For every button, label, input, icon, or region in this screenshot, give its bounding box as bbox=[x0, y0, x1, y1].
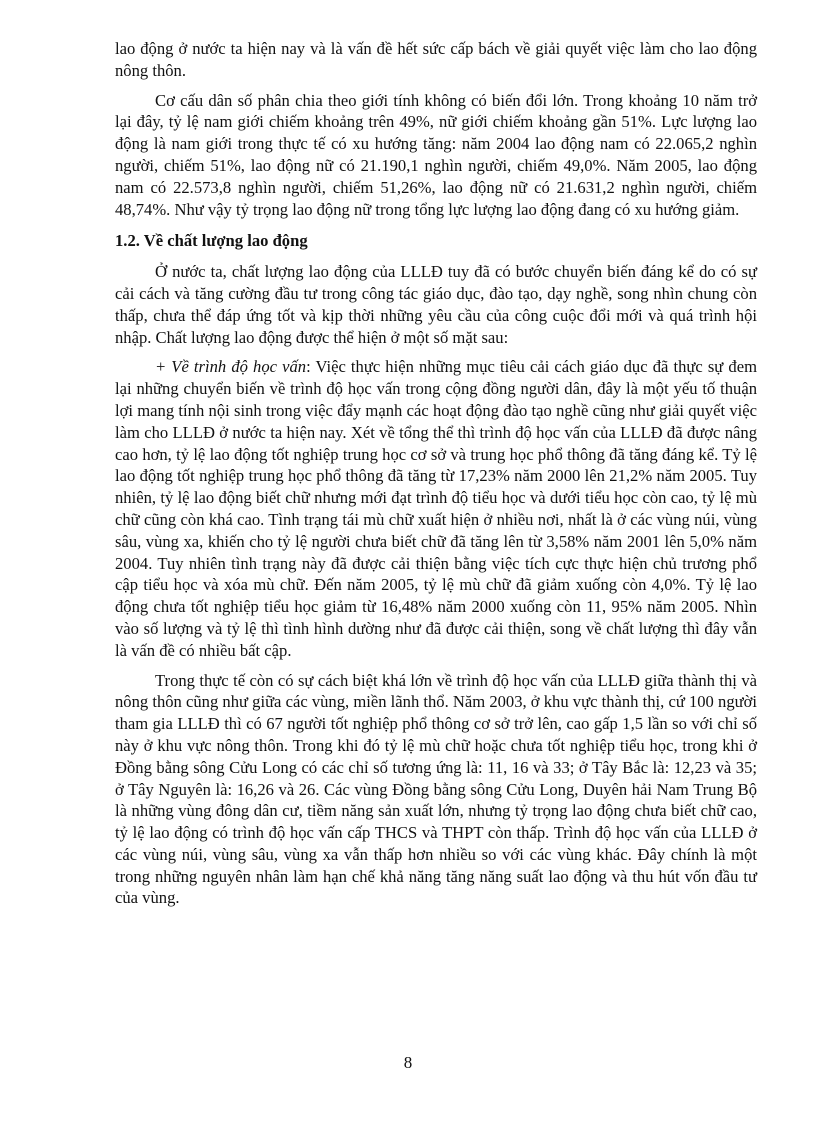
paragraph-labor-quality: Ở nước ta, chất lượng lao động của LLLĐ tuy đã có bước chuyển biến đáng kể do có sự cải cách và tăng cường đầu tư trong công tác giáo dục, đào tạo, dạy nghề, song nhìn chung còn thấp, chưa thể đáp ứng tốt và kịp thời những yêu cầu của công cuộc đổi mới và quá trình hội nhập. Chất lượng lao động được thể hiện ở một số mặt sau: bbox=[115, 262, 757, 347]
paragraph-continued: lao động ở nước ta hiện nay và là vấn đề hết sức cấp bách về giải quyết việc làm cho lao động nông thôn. bbox=[115, 39, 757, 80]
education-level-lead: + Về trình độ học vấn bbox=[155, 357, 307, 377]
paragraph-regional-gap: Trong thực tế còn có sự cách biệt khá lớn về trình độ học vấn của LLLĐ giữa thành thị và nông thôn cũng như giữa các vùng, miền lãnh thổ. Năm 2003, ở khu vực thành thị, cứ 100 người tham gia LLLĐ thì có 67 người tốt nghiệp phổ thông cơ sở trở lên, cao gấp 1,5 lần so với chỉ số này ở khu vực nông thôn. Trong khi đó tỷ lệ mù chữ hoặc chưa tốt nghiệp tiểu học, trong khi ở Đồng bằng sông Cửu Long có các chỉ số tương ứng là: 11, 16 và 33; ở Tây Bắc là: 12,23 và 35; ở Tây Nguyên là: 16,26 và 26. Các vùng Đồng bằng sông Cửu Long, Duyên hải Nam Trung Bộ là những vùng đông dân cư, tiềm năng sản xuất lớn, nhưng tỷ trọng lao động chưa biết chữ cao, tỷ lệ lao động có trình độ học vấn cấp THCS và THPT còn thấp. Trình độ học vấn của LLLĐ ở các vùng núi, vùng sâu, vùng xa vẫn thấp hơn nhiều so với các vùng khác. Đây chính là một trong những nguyên nhân làm hạn chế khả năng tăng năng suất lao động và thu hút vốn đầu tư của vùng. bbox=[115, 670, 757, 908]
paragraph-education-level bbox=[115, 356, 757, 661]
section-heading: 1.2. Về chất lượng lao động bbox=[115, 231, 308, 251]
page-number: 8 bbox=[403, 1053, 413, 1072]
education-level-text: : Việc thực hiện những mục tiêu cải cách giáo dục đã thực sự đem lại những chuyển biến về trình độ học vấn trong cộng đồng người dân, đây là một yếu tố thuận lợi mang tính nội sinh trong việc đẩy mạnh các hoạt động đào tạo nghề cũng như giải quyết việc làm cho LLLĐ ở nước ta hiện nay. Xét về tổng thể thì trình độ học vấn của LLLĐ đã được nâng cao hơn, tỷ lệ lao động tốt nghiệp trung học cơ sở và trung học phổ thông đã tăng đáng kể. Tỷ lệ lao động tốt nghiệp trung học phổ thông đã tăng từ 17,23% năm 2000 lên 21,2% năm 2005. Tuy nhiên, tỷ lệ lao động biết chữ nhưng mới đạt trình độ tiểu học và dưới tiểu học còn cao, tỷ lệ mù chữ cũng còn khá cao. Tình trạng tái mù chữ xuất hiện ở nhiều nơi, nhất là ở các vùng núi, vùng sâu, vùng xa, khiến cho tỷ lệ người chưa biết chữ đã tăng lên từ 3,58% năm 2001 lên 5,0% năm 2004. Tuy nhiên tình trạng này đã được cải thiện bằng việc tích cực thực hiện chủ trương phổ cập tiểu học và xóa mù chữ. Đến năm 2005, tỷ lệ mù chữ đã giảm xuống còn 4,0%. Tỷ lệ lao động chưa tốt nghiệp tiểu học giảm từ 16,48% năm 2000 xuống còn 11, 95% năm 2005. Nhìn vào số lượng và tỷ lệ thì tình hình dường như đã được cải thiện, song về chất lượng thì đây vẫn là vấn đề có nhiều bất cập. bbox=[115, 357, 757, 660]
document-body bbox=[115, 38, 757, 917]
paragraph-gender-structure: Cơ cấu dân số phân chia theo giới tính không có biến đổi lớn. Trong khoảng 10 năm trở lại đây, tỷ lệ nam giới chiếm khoảng trên 49%, nữ giới chiếm khoảng gần 51%. Lực lượng lao động là nam giới trong thực tế có xu hướng tăng: năm 2004 lao động nam có 22.065,2 nghìn người, chiếm 51%, lao động nữ có 21.190,1 nghìn người, chiếm 49,0%. Năm 2005, lao động nam có 22.573,8 nghìn người, chiếm 51,26%, lao động nữ có 21.631,2 nghìn người, chiếm 48,74%. Như vậy tỷ trọng lao động nữ trong tổng lực lượng lao động đang có xu hướng giảm. bbox=[115, 90, 757, 219]
